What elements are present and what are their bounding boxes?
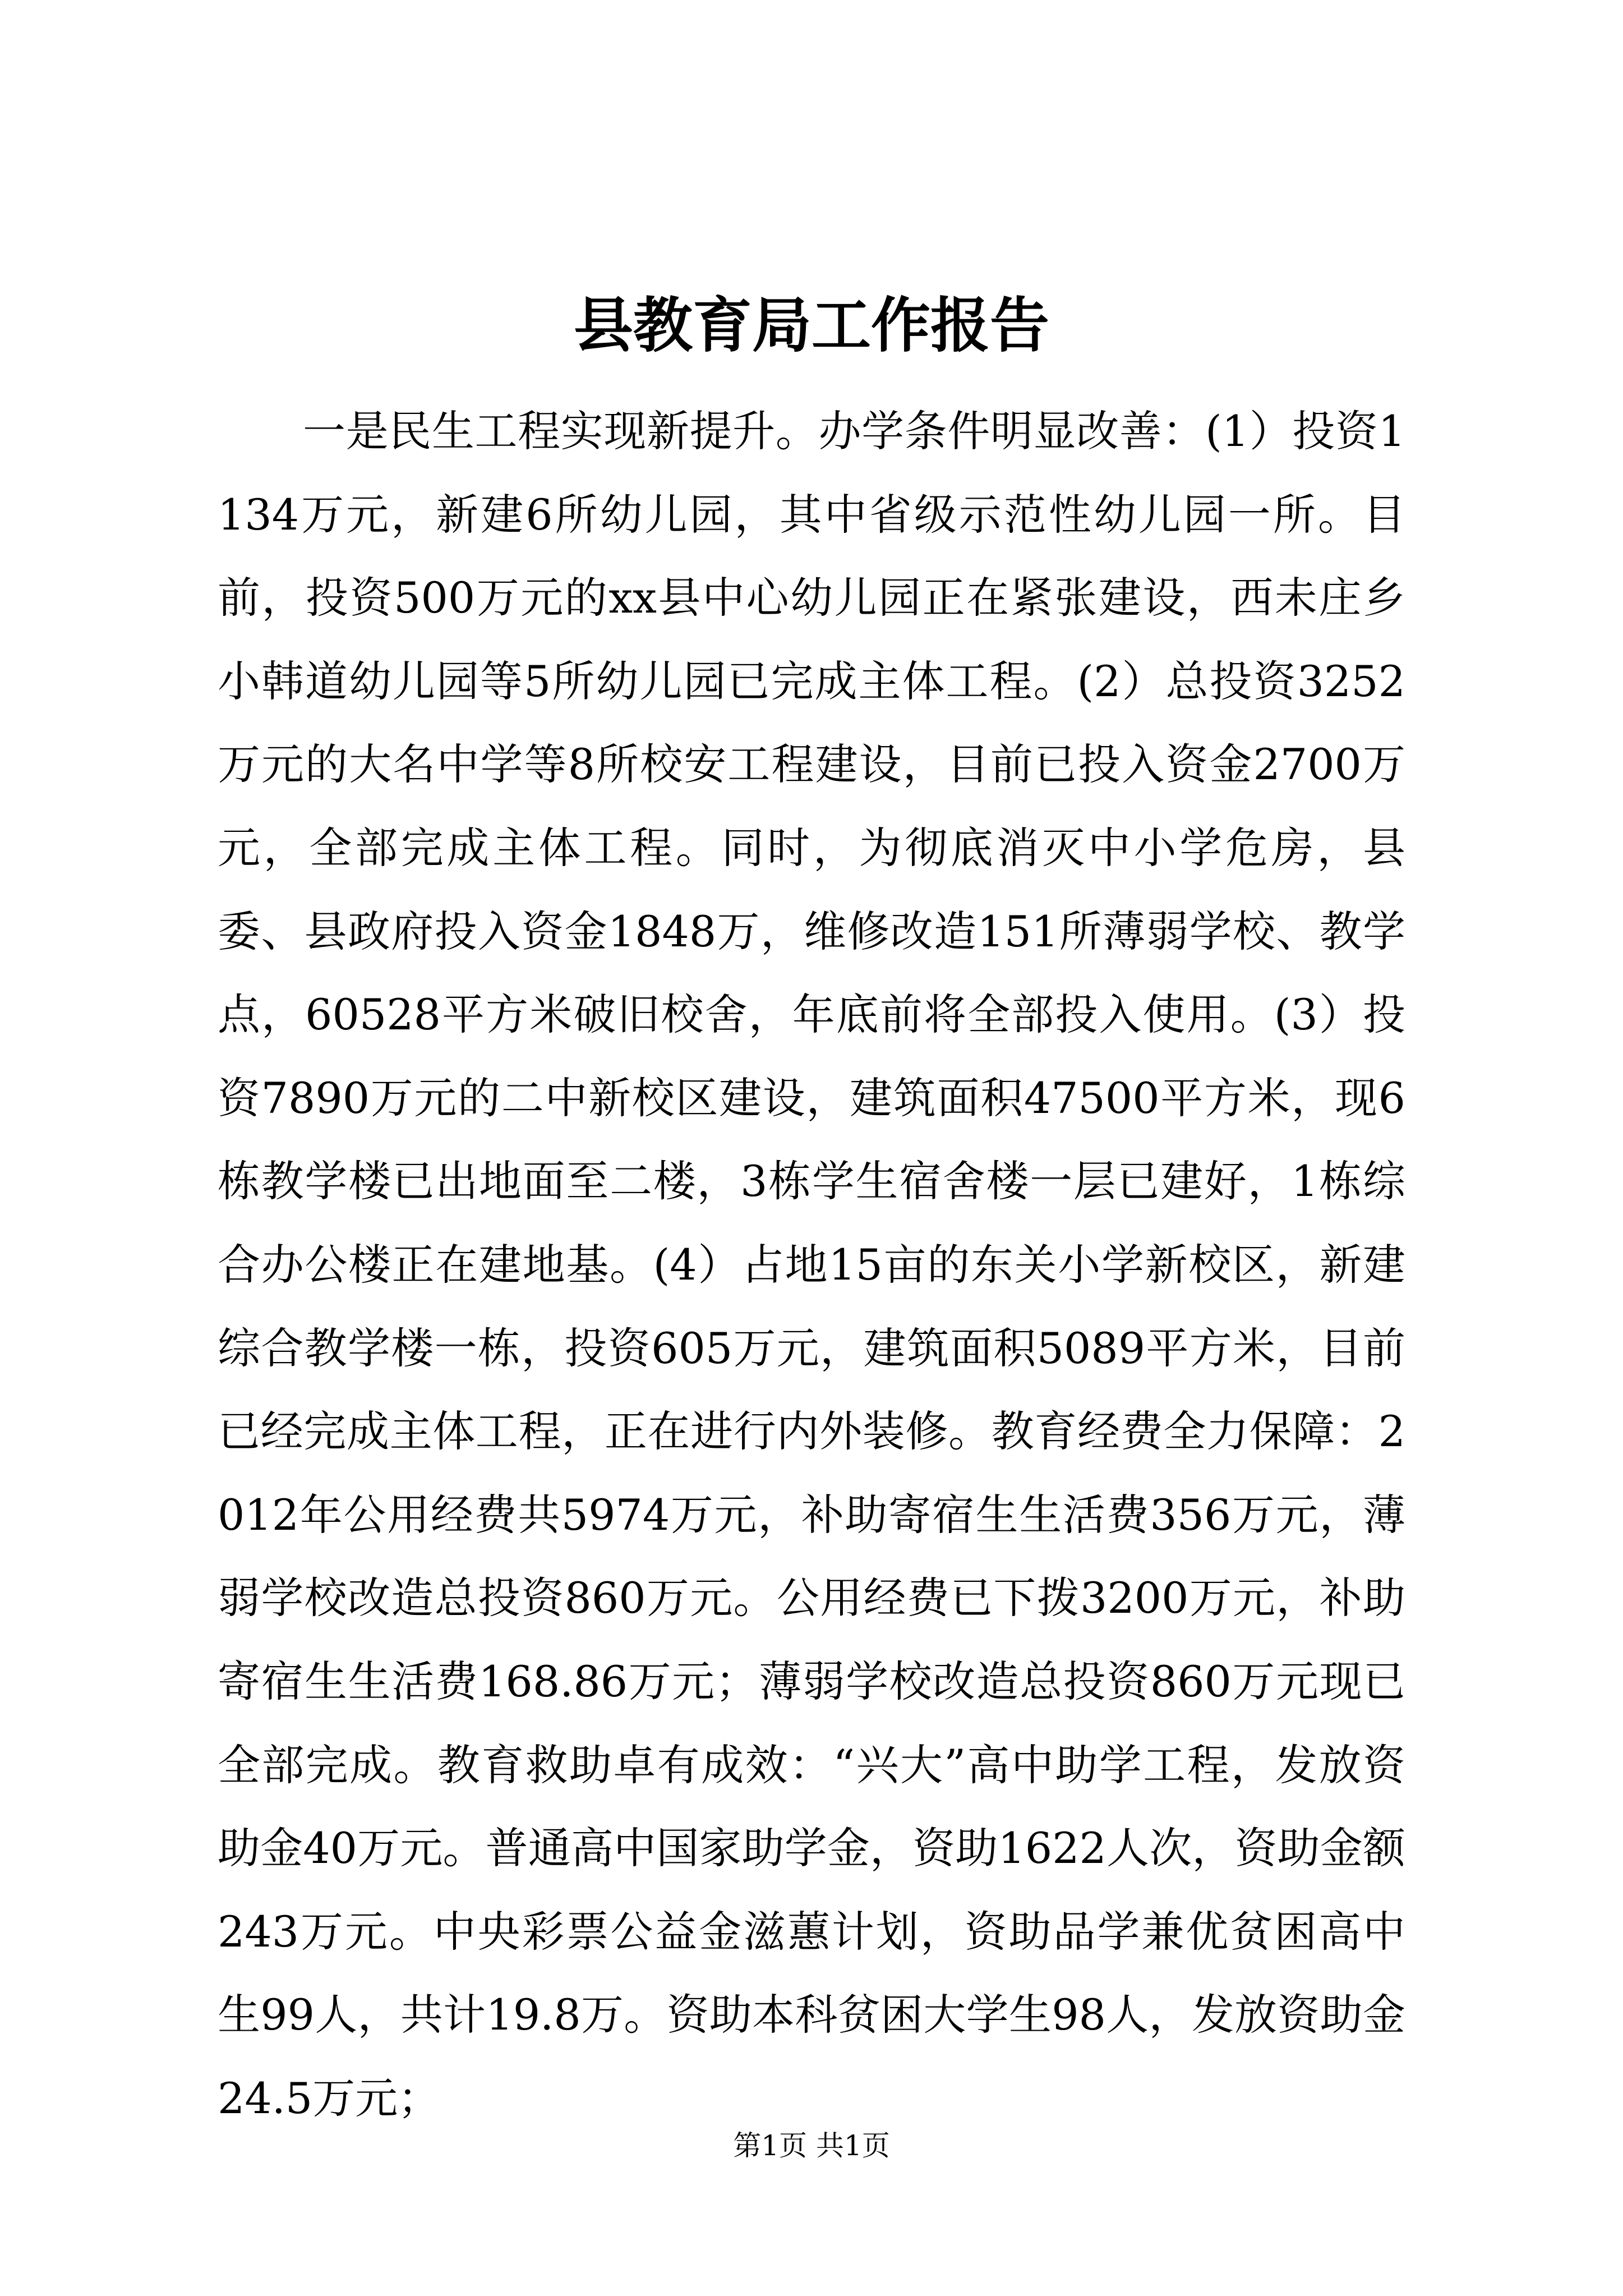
document-title: 县教育局工作报告: [574, 290, 1049, 360]
page-footer: 第1页 共1页: [733, 2129, 890, 2162]
body-paragraph: 一是民生工程实现新提升。办学条件明显改善：(1）投资1134万元，新建6所幼儿园，其中省级示范性幼儿园一所。目前，投资500万元的xx县中心幼儿园正在紧张建设，西未庄乡小韩道幼儿园等5所幼儿园已完成主体工程。(2）总投资3252万元的大名中学等8所校安工程建设，目前已投入资金2700万元，全部完成主体工程。同时，为彻底消灭中小学危房，县委、县政府投入资金1848万，维修改造151所薄弱学校、教学点，60528平方米破旧校舍，年底前将全部投入使用。(3）投资7890万元的二中新校区建设，建筑面积47500平方米，现6栋教学楼已出地面至二楼，3栋学生宿舍楼一层已建好，1栋综合办公楼正在建地基。(4）占地15亩的东关小学新校区，新建综合教学楼一栋，投资605万元，建筑面积5089平方米，目前已经完成主体工程，正在进行内外装修。教育经费全力保障：2012年公用经费共5974万元，补助寄宿生生活费356万元，薄弱学校改造总投资860万元。公用经费已下拨3200万元，补助寄宿生生活费168.86万元；薄弱学校改造总投资860万元现已全部完成。教育救助卓有成效：“兴大”高中助学工程，发放资助金40万元。普通高中国家助学金，资助1622人次，资助金额243万元。中央彩票公益金滋蕙计划，资助品学兼优贫困高中生99人，共计19.8万。资助本科贫困大学生98人，发放资助金24.5万元；: [218, 406, 1405, 2123]
